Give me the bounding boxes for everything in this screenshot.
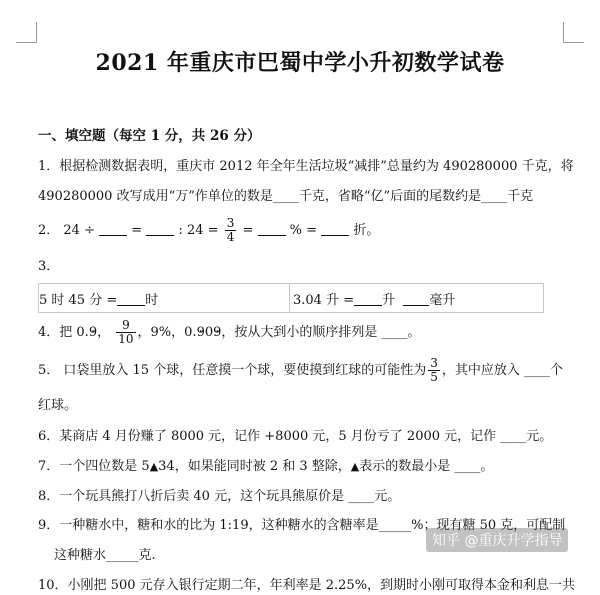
- q2-blank-4[interactable]: [321, 222, 349, 236]
- q3-cell-1: 5 时 45 分 = 时: [39, 293, 159, 308]
- question-8: 8．一个玩具熊打八折后卖 40 元，这个玩具熊原价是 ____元。: [38, 489, 401, 504]
- q2-blank-3[interactable]: [258, 222, 286, 236]
- q2-eq1: =: [131, 223, 143, 238]
- question-6: 6．某商店 4 月份赚了 8000 元，记作 +8000 元，5 月份亏了 2000 元，记作 ____元。: [38, 429, 553, 444]
- question-10: 10．小刚把 500 元存入银行定期二年，年利率是 2.25%，到期时小刚可取得本金和利息一共: [38, 578, 576, 593]
- q3-blank-3[interactable]: [403, 292, 429, 306]
- triangle-icon: ▲: [149, 460, 159, 473]
- page-title: 2021 年重庆市巴蜀中学小升初数学试卷: [95, 50, 505, 76]
- section-heading: 一、填空题（每空 1 分，共 26 分）: [38, 128, 261, 144]
- q3-blank-1[interactable]: [117, 292, 145, 306]
- q4-fraction: $\frac{9}{10}$: [118, 318, 134, 346]
- question-1-line-2: 490280000 改写成用“万”作单位的数是____千克，省略“亿”后面的尾数约是____千克: [38, 189, 534, 204]
- question-3-label: 3．: [38, 259, 60, 274]
- page-corner-mark-left: [16, 22, 37, 43]
- q2-blank-2[interactable]: [146, 222, 174, 236]
- q2-eq2: =: [242, 223, 254, 238]
- question-5-line-1: 5． 口袋里放入 15 个球，任意摸一个球，要使摸到红球的可能性为 $\frac{3}{5}$ ，其中应放入 ____个: [38, 356, 563, 384]
- watermark: 知乎 @重庆升学指导: [426, 528, 568, 552]
- q2-blank-1[interactable]: [99, 222, 127, 236]
- question-9-line-2: 这种糖水_____克.: [54, 548, 156, 563]
- q2-fraction: $\frac{3}{4}$: [226, 216, 235, 244]
- q4-repeating-digit: 9 ·: [89, 325, 97, 340]
- triangle-icon: ▲: [350, 460, 360, 473]
- page-corner-mark-right: [563, 22, 584, 43]
- q2-colon: : 24 =: [178, 223, 219, 238]
- q3-cell-2: 3.04 升 = 升 毫升: [289, 284, 543, 312]
- q2-pct: % =: [289, 223, 318, 238]
- question-7: 7．一个四位数是 5▲34，如果能同时被 2 和 3 整除，▲表示的数最小是 ____。: [38, 459, 494, 474]
- question-2: [38, 216, 379, 246]
- q3-blank-2[interactable]: [354, 292, 382, 306]
- question-3-table: [38, 283, 544, 313]
- q5-fraction: $\frac{3}{5}$: [430, 356, 438, 384]
- question-1-line-1: 1．根据检测数据表明，重庆市 2012 年全年生活垃圾“减排”总量约为 490280000 千克，将: [38, 159, 574, 174]
- q2-end: 折。: [353, 223, 380, 238]
- q2-prefix: 2． 24 ÷: [38, 223, 95, 238]
- question-9-line-1: 9．一种糖水中，糖和水的比为 1:19，这种糖水的含糖率是_____%；现有糖 50 克，可配制: [38, 518, 566, 533]
- question-5-line-2: 红球。: [38, 398, 78, 413]
- question-4: 4．把 0.9 ·， $\frac{9}{10}$ ，9%，0.9 ·09 ·，按从大到小的顺序排列是 ____。: [38, 316, 421, 350]
